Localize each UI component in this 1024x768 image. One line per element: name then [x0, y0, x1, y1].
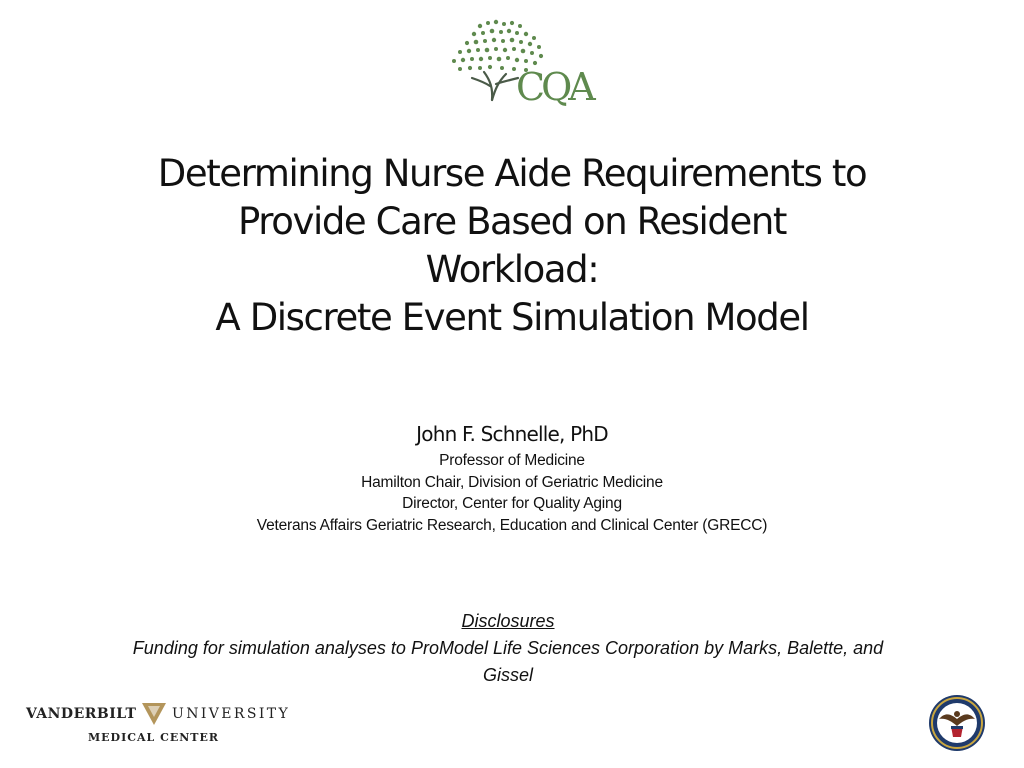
- author-roles: [0, 450, 1024, 536]
- disclosures: [0, 608, 1016, 689]
- oak-leaf-v-icon: [141, 702, 167, 726]
- disclosures-text: Funding for simulation analyses to ProModel Life Sciences Corporation by Marks, Balette, and Gissel: [132, 638, 884, 685]
- disclosures-heading: Disclosures: [461, 611, 555, 631]
- author-role: Professor of Medicine: [439, 452, 585, 469]
- medical-center-word: MEDICAL CENTER: [88, 731, 220, 744]
- university-word: UNIVERSITY: [172, 706, 291, 722]
- author-name: John F. Schnelle, PhD: [416, 422, 608, 446]
- vanderbilt-word: VANDERBILT: [26, 706, 137, 722]
- slide-title: [40, 150, 984, 342]
- author-role: Hamilton Chair, Division of Geriatric Medicine: [361, 473, 663, 491]
- va-seal: [922, 693, 992, 753]
- title-line: Provide Care Based on Resident: [237, 200, 787, 243]
- tree-icon: [440, 14, 610, 106]
- vanderbilt-logo: [26, 700, 291, 750]
- cqa-logo-text: CQA: [516, 65, 592, 106]
- cqa-logo: [440, 14, 610, 106]
- title-line: Workload:: [425, 248, 599, 291]
- eagle-seal-icon: [922, 693, 992, 753]
- author-role: Veterans Affairs Geriatric Research, Education and Clinical Center (GRECC): [256, 516, 768, 534]
- title-line: A Discrete Event Simulation Model: [215, 296, 809, 339]
- author-role: Director, Center for Quality Aging: [402, 495, 622, 512]
- title-line: Determining Nurse Aide Requirements to: [157, 152, 867, 195]
